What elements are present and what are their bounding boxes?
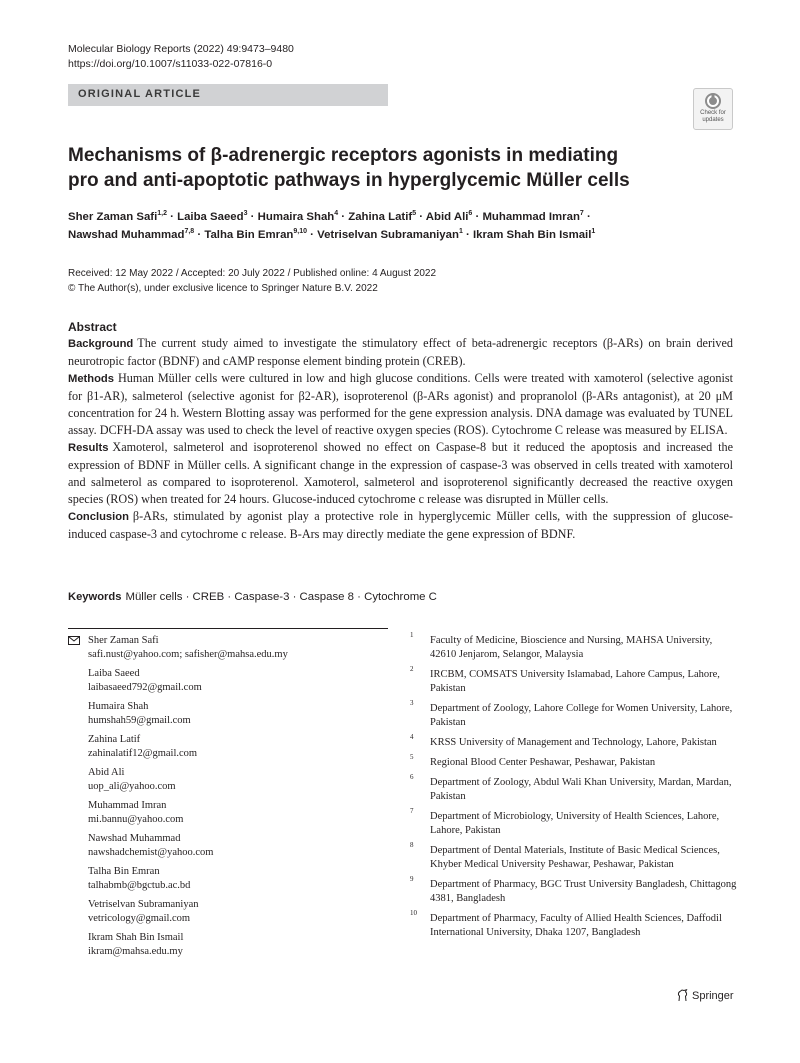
- author-list: Sher Zaman Safi$^{1,2}$ · Laiba Saeed$^3$ · Humaira Shah$^4$ · Zahina Latif$^5$ · Abid Ali$^6$ · Muhammad Imran$^7$ · Nawshad Muhammad$^{7,8}$ · Talha Bin Emran$^{9,10}$ · Vetriselvan Subramaniyan$^1$ · Ikram Shah Bin Ismail$^1$: [68, 210, 596, 241]
- title-line-1: Mechanisms of β-adrenergic receptors agonists in mediating: [68, 145, 619, 166]
- contact-email[interactable]: nawshadchemist@yahoo.com: [88, 847, 214, 858]
- journal-citation: Molecular Biology Reports (2022) 49:9473–9480: [68, 43, 294, 55]
- affiliation-entry: 9 Department of Pharmacy, BGC Trust University Bangladesh, Chittagong 4381, Bangladesh: [410, 875, 737, 904]
- abstract-methods: Methods Human Müller cells were cultured in low and high glucose conditions. Cells were treated with xamoterol (selective agonist for β1-AR), salmeterol (selective agonist for β2-AR), isoproterenol (β-ARs agonist) and propranolol (β-ARs antagonist), at 20 μM concentration for 24 h. Western Blotting assay was performed for the gene expression analysis. DNA damage was evaluated by TUNEL assay. DCFH-DA assay was used to check the level of reactive oxygen species (ROS). Cytochrome C release was measured by ELISA.: [68, 371, 733, 437]
- affiliation-entry: 5 Regional Blood Center Peshawar, Peshawar, Pakistan: [410, 753, 656, 768]
- author[interactable]: Humaira Shah$^4$: [257, 210, 339, 223]
- publisher-name: Springer: [692, 990, 734, 1002]
- abstract-conclusion: Conclusion β-ARs, stimulated by agonist play a protective role in hyperglycemic Müller cells, with the suppression of glucose-induced caspase-3 and cytochrome c release. B-Ars may directly mediate the gene expression of BDNF.: [68, 509, 733, 541]
- abstract-heading: Abstract: [68, 320, 117, 334]
- contact-name: Vetriselvan Subramaniyan: [88, 899, 199, 910]
- contact-name: Ikram Shah Bin Ismail: [88, 932, 184, 943]
- check-for-updates-line1: Check for: [700, 110, 726, 116]
- contact-entry: [68, 832, 388, 860]
- author[interactable]: Laiba Saeed$^3$: [177, 210, 248, 223]
- abstract: [68, 319, 733, 543]
- author[interactable]: Zahina Latif$^5$: [348, 210, 417, 223]
- springer-horse-icon: [676, 989, 689, 1002]
- author[interactable]: Talha Bin Emran$^{9,10}$: [204, 228, 307, 241]
- contact-entry: [68, 733, 388, 761]
- check-for-updates-icon: [704, 92, 722, 110]
- contact-name: Humaira Shah: [88, 701, 149, 712]
- article-type-banner: [68, 84, 388, 106]
- publication-dates: [68, 266, 436, 296]
- affiliations: [408, 631, 738, 946]
- author-contacts: [68, 634, 388, 964]
- keywords-label: Keywords: [68, 591, 122, 603]
- contact-entry: [68, 865, 388, 893]
- contact-entry: [68, 931, 388, 959]
- affiliation-entry: 10 Department of Pharmacy, Faculty of Allied Health Sciences, Daffodil International University, Dhaka 1207, Bangladesh: [410, 909, 722, 938]
- contact-entry: [68, 766, 388, 794]
- contact-entry: [68, 799, 388, 827]
- doi-link[interactable]: https://doi.org/10.1007/s11033-022-07816-0: [68, 58, 273, 70]
- contact-name: Muhammad Imran: [88, 800, 167, 811]
- affiliation-entry: 1 Faculty of Medicine, Bioscience and Nursing, MAHSA University, 42610 Jenjarom, Selangor, Malaysia: [410, 631, 713, 660]
- author[interactable]: Sher Zaman Safi$^{1,2}$: [68, 210, 167, 223]
- contact-name: Zahina Latif: [88, 734, 141, 745]
- envelope-icon: [68, 636, 80, 645]
- publication-history: Received: 12 May 2022 / Accepted: 20 July 2022 / Published online: 4 August 2022: [68, 268, 437, 279]
- article-title: [68, 143, 718, 193]
- author[interactable]: Muhammad Imran$^7$: [482, 210, 584, 223]
- contact-email[interactable]: vetricology@gmail.com: [88, 913, 191, 924]
- affiliation-entry: 7 Department of Microbiology, University of Health Sciences, Lahore, Lahore, Pakistan: [410, 807, 720, 836]
- affiliation-entry: 3 Department of Zoology, Lahore College for Women University, Lahore, Pakistan: [410, 699, 733, 728]
- contact-email[interactable]: uop_ali@yahoo.com: [88, 781, 176, 792]
- author[interactable]: Vetriselvan Subramaniyan$^1$: [317, 228, 463, 241]
- contact-entry: [68, 667, 388, 695]
- keywords-list: Müller cells · CREB · Caspase-3 · Caspase 8 · Cytochrome C: [125, 591, 437, 603]
- abstract-results: Results Xamoterol, salmeterol and isoproterenol showed no effect on Caspase-8 but it reduced the apoptosis and increased the expression of BDNF in Müller cells. A significant change in the expression of caspase-3 was observed in cells treated with xamoterol and salmeterol as compared to isoproterenol. Xamoterol, salmeterol and isoproterenol significantly decreased the reactive oxygen species (ROS) when treated for 24 hours. Glucose-induced cytochrome c release was disrupted in Müller cells.: [68, 440, 733, 506]
- article-type-label: ORIGINAL ARTICLE: [78, 88, 202, 100]
- check-for-updates-line2: updates: [702, 117, 724, 123]
- journal-header: [68, 42, 294, 72]
- author[interactable]: Nawshad Muhammad$^{7,8}$: [68, 228, 195, 241]
- contact-email[interactable]: zahinalatif12@gmail.com: [88, 748, 198, 759]
- author[interactable]: Abid Ali$^6$: [425, 210, 473, 223]
- contact-email[interactable]: humshah59@gmail.com: [88, 715, 191, 726]
- title-line-2: pro and anti-apoptotic pathways in hyperglycemic Müller cells: [68, 170, 630, 191]
- contact-entry: [68, 634, 388, 662]
- keywords: [68, 588, 733, 605]
- contact-name: Talha Bin Emran: [88, 866, 160, 877]
- publisher-logo[interactable]: [676, 989, 734, 1003]
- contact-email[interactable]: talhabmb@bgctub.ac.bd: [88, 880, 191, 891]
- affiliation-entry: 8 Department of Dental Materials, Institute of Basic Medical Sciences, Khyber Medical University Peshawar, Peshawar, Pakistan: [410, 841, 720, 870]
- contact-name: Abid Ali: [88, 767, 125, 778]
- affiliation-entry: 6 Department of Zoology, Abdul Wali Khan University, Mardan, Mardan, Pakistan: [410, 773, 732, 802]
- check-for-updates-badge[interactable]: [693, 88, 733, 130]
- contact-name: Sher Zaman Safi: [88, 635, 159, 646]
- contact-email[interactable]: ikram@mahsa.edu.my: [88, 946, 183, 957]
- copyright-notice: © The Author(s), under exclusive licence to Springer Nature B.V. 2022: [68, 283, 378, 294]
- contact-entry: [68, 898, 388, 926]
- contact-email[interactable]: mi.bannu@yahoo.com: [88, 814, 184, 825]
- contact-entry: [68, 700, 388, 728]
- abstract-background: Background The current study aimed to investigate the stimulatory effect of beta-adrenergic receptors (β-ARs) on brain derived neurotropic factor (BDNF) and cAMP response element binding protein (CREB).: [68, 336, 733, 368]
- affiliation-entry: 4 KRSS University of Management and Technology, Lahore, Pakistan: [410, 733, 717, 748]
- contact-email[interactable]: laibasaeed792@gmail.com: [88, 682, 202, 693]
- affiliation-entry: 2 IRCBM, COMSATS University Islamabad, Lahore Campus, Lahore, Pakistan: [410, 665, 720, 694]
- footnote-divider: [68, 628, 388, 629]
- contact-name: Nawshad Muhammad: [88, 833, 181, 844]
- author[interactable]: Ikram Shah Bin Ismail$^1$: [472, 228, 596, 241]
- contact-name: Laiba Saeed: [88, 668, 140, 679]
- contact-email[interactable]: safi.nust@yahoo.com; safisher@mahsa.edu.my: [88, 649, 288, 660]
